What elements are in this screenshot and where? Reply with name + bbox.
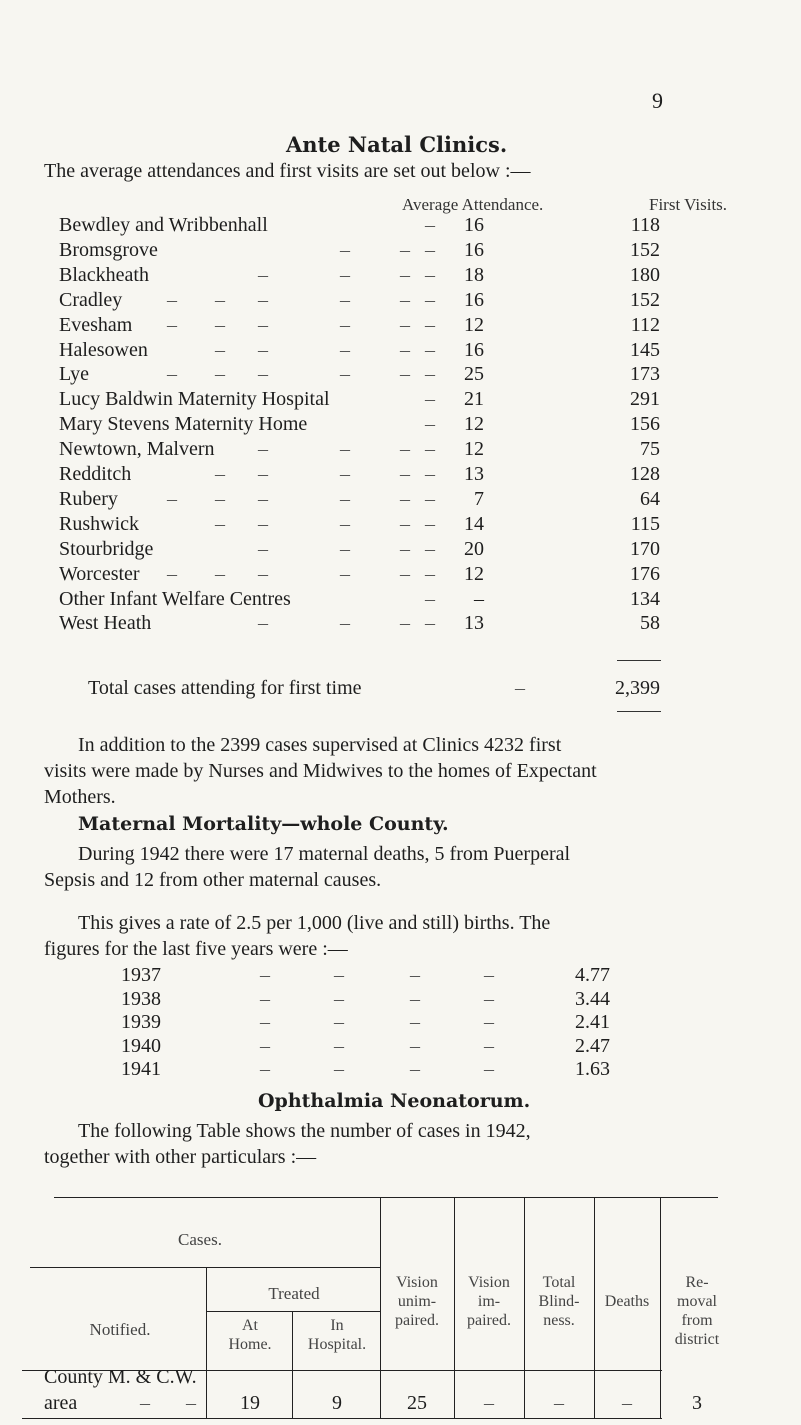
mortality-year-row bbox=[0, 1035, 801, 1059]
ophthalmia-para-line2: together with other particulars :— bbox=[44, 1146, 317, 1168]
leader-dash: – bbox=[410, 988, 420, 1010]
leader-dash: – bbox=[425, 612, 435, 634]
mortality-rate: 3.44 bbox=[575, 988, 610, 1010]
leader-dash: – bbox=[258, 264, 268, 286]
first-visits: 112 bbox=[630, 314, 660, 336]
clinic-row bbox=[0, 438, 801, 464]
leader-dash: – bbox=[425, 289, 435, 311]
leader-dash: – bbox=[258, 339, 268, 361]
table-vline-treated bbox=[206, 1267, 207, 1418]
ophthalmia-para-line1: The following Table shows the number of cases in 1942, bbox=[78, 1120, 531, 1142]
average-attendance: 12 bbox=[464, 438, 484, 460]
clinic-row bbox=[0, 363, 801, 389]
clinic-row bbox=[0, 463, 801, 489]
average-attendance: 13 bbox=[464, 463, 484, 485]
intro-text: The average attendances and first visits are set out below :— bbox=[44, 160, 531, 182]
clinic-row bbox=[0, 264, 801, 290]
first-visits: 152 bbox=[630, 289, 660, 311]
leader-dash: – bbox=[334, 1035, 344, 1057]
average-attendance: 12 bbox=[464, 413, 484, 435]
first-visits: 156 bbox=[630, 413, 660, 435]
table-top-border bbox=[54, 1197, 718, 1198]
cell-at-home: 9 bbox=[332, 1392, 342, 1414]
leader-dash: – bbox=[334, 1011, 344, 1033]
mortality-para1-line2: Sepsis and 12 from other maternal causes. bbox=[44, 869, 382, 891]
leader-dash: – bbox=[260, 964, 270, 986]
table-header-vision-impaired: Vision im- paired. bbox=[467, 1274, 511, 1329]
table-row-label-dash2: – bbox=[186, 1392, 196, 1414]
leader-dash: – bbox=[400, 264, 410, 286]
leader-dash: – bbox=[400, 314, 410, 336]
table-vline-home-hospital bbox=[292, 1311, 293, 1418]
leader-dash: – bbox=[425, 214, 435, 236]
leader-dash: – bbox=[215, 339, 225, 361]
clinic-name: Worcester bbox=[59, 563, 140, 585]
leader-dash: – bbox=[340, 563, 350, 585]
leader-dash: – bbox=[167, 563, 177, 585]
average-attendance: 16 bbox=[464, 214, 484, 236]
mortality-para2-line1: This gives a rate of 2.5 per 1,000 (live and still) births. The bbox=[78, 912, 551, 934]
leader-dash: – bbox=[215, 289, 225, 311]
leader-dash: – bbox=[167, 488, 177, 510]
leader-dash: – bbox=[400, 488, 410, 510]
clinic-name: Rubery bbox=[59, 488, 118, 510]
year: 1937 bbox=[121, 964, 161, 986]
leader-dash: – bbox=[484, 964, 494, 986]
clinic-row bbox=[0, 413, 801, 439]
section-title-ophthalmia: Ophthalmia Neonatorum. bbox=[258, 1090, 531, 1112]
leader-dash: – bbox=[167, 314, 177, 336]
mortality-rate: 2.47 bbox=[575, 1035, 610, 1057]
leader-dash: – bbox=[334, 964, 344, 986]
leader-dash: – bbox=[484, 1058, 494, 1080]
clinic-name: Halesowen bbox=[59, 339, 148, 361]
addition-line-3: Mothers. bbox=[44, 786, 116, 808]
clinic-row bbox=[0, 538, 801, 564]
leader-dash: – bbox=[215, 463, 225, 485]
average-attendance: 16 bbox=[464, 239, 484, 261]
leader-dash: – bbox=[340, 339, 350, 361]
average-attendance: 7 bbox=[474, 488, 484, 510]
cell-total-blindness: – bbox=[622, 1392, 632, 1414]
leader-dash: – bbox=[258, 538, 268, 560]
leader-dash: – bbox=[260, 1035, 270, 1057]
clinic-name: Lye bbox=[59, 363, 89, 385]
leader-dash: – bbox=[425, 339, 435, 361]
table-header-vision-unimpaired: Vision unim- paired. bbox=[395, 1274, 439, 1329]
cell-in-hospital: 25 bbox=[407, 1392, 427, 1414]
leader-dash: – bbox=[215, 314, 225, 336]
page-number: 9 bbox=[652, 88, 663, 113]
clinic-name: Bromsgrove bbox=[59, 239, 158, 261]
clinic-row bbox=[0, 588, 801, 614]
leader-dash: – bbox=[340, 289, 350, 311]
first-visits: 128 bbox=[630, 463, 660, 485]
leader-dash: – bbox=[400, 513, 410, 535]
first-visits: 180 bbox=[630, 264, 660, 286]
leader-dash: – bbox=[400, 463, 410, 485]
first-visits: 115 bbox=[630, 513, 660, 535]
leader-dash: – bbox=[334, 1058, 344, 1080]
leader-dash: – bbox=[425, 388, 435, 410]
leader-dash: – bbox=[260, 988, 270, 1010]
clinic-row bbox=[0, 339, 801, 365]
total-dash: – bbox=[515, 677, 525, 699]
year: 1939 bbox=[121, 1011, 161, 1033]
leader-dash: – bbox=[410, 1011, 420, 1033]
first-visits: 170 bbox=[630, 538, 660, 560]
leader-dash: – bbox=[410, 964, 420, 986]
leader-dash: – bbox=[340, 538, 350, 560]
leader-dash: – bbox=[425, 463, 435, 485]
leader-dash: – bbox=[425, 513, 435, 535]
mortality-para1-line1: During 1942 there were 17 maternal deaths, 5 from Puerperal bbox=[78, 843, 571, 865]
clinic-name: Blackheath bbox=[59, 264, 149, 286]
cell-deaths: 3 bbox=[692, 1392, 702, 1414]
leader-dash: – bbox=[400, 538, 410, 560]
clinic-name: Lucy Baldwin Maternity Hospital bbox=[59, 388, 330, 410]
clinic-name: Evesham bbox=[59, 314, 133, 336]
leader-dash: – bbox=[400, 438, 410, 460]
average-attendance: – bbox=[474, 588, 484, 610]
mortality-para2-line2: figures for the last five years were :— bbox=[44, 938, 348, 960]
clinic-row bbox=[0, 513, 801, 539]
leader-dash: – bbox=[340, 463, 350, 485]
leader-dash: – bbox=[425, 314, 435, 336]
first-visits: 134 bbox=[630, 588, 660, 610]
leader-dash: – bbox=[400, 363, 410, 385]
table-vline-5 bbox=[660, 1197, 661, 1418]
total-rule-top bbox=[617, 660, 661, 661]
leader-dash: – bbox=[258, 289, 268, 311]
leader-dash: – bbox=[425, 538, 435, 560]
average-attendance: 16 bbox=[464, 339, 484, 361]
leader-dash: – bbox=[400, 239, 410, 261]
mortality-rate: 2.41 bbox=[575, 1011, 610, 1033]
leader-dash: – bbox=[215, 513, 225, 535]
table-cases-divider bbox=[30, 1267, 380, 1268]
mortality-year-row bbox=[0, 1011, 801, 1035]
table-header-in-hospital: In Hospital. bbox=[307, 1317, 367, 1353]
leader-dash: – bbox=[410, 1035, 420, 1057]
clinic-name: Redditch bbox=[59, 463, 132, 485]
clinic-name: Cradley bbox=[59, 289, 123, 311]
addition-line-1: In addition to the 2399 cases supervised at Clinics 4232 first bbox=[78, 734, 562, 756]
cell-vision-impaired: – bbox=[554, 1392, 564, 1414]
mortality-year-row bbox=[0, 964, 801, 988]
table-row-label-dash1: – bbox=[140, 1392, 150, 1414]
leader-dash: – bbox=[258, 513, 268, 535]
leader-dash: – bbox=[425, 413, 435, 435]
leader-dash: – bbox=[340, 363, 350, 385]
leader-dash: – bbox=[215, 488, 225, 510]
leader-dash: – bbox=[400, 563, 410, 585]
average-attendance: 21 bbox=[464, 388, 484, 410]
leader-dash: – bbox=[484, 1035, 494, 1057]
leader-dash: – bbox=[258, 563, 268, 585]
leader-dash: – bbox=[484, 988, 494, 1010]
first-visits: 173 bbox=[630, 363, 660, 385]
average-attendance: 12 bbox=[464, 314, 484, 336]
leader-dash: – bbox=[484, 1011, 494, 1033]
average-attendance: 20 bbox=[464, 538, 484, 560]
clinic-row bbox=[0, 488, 801, 514]
clinic-row bbox=[0, 563, 801, 589]
section-title-ante-natal: Ante Natal Clinics. bbox=[286, 132, 508, 157]
clinic-name: Other Infant Welfare Centres bbox=[59, 588, 291, 610]
leader-dash: – bbox=[260, 1058, 270, 1080]
table-header-deaths: Deaths bbox=[604, 1293, 650, 1310]
average-attendance: 12 bbox=[464, 563, 484, 585]
table-row-label-line2: area bbox=[44, 1392, 78, 1414]
leader-dash: – bbox=[334, 988, 344, 1010]
table-header-removal: Re- moval from district bbox=[674, 1274, 720, 1348]
average-attendance: 18 bbox=[464, 264, 484, 286]
first-visits: 152 bbox=[630, 239, 660, 261]
leader-dash: – bbox=[340, 612, 350, 634]
first-visits: 176 bbox=[630, 563, 660, 585]
first-visits: 64 bbox=[640, 488, 660, 510]
table-header-treated: Treated bbox=[268, 1284, 320, 1303]
table-header-at-home: At Home. bbox=[228, 1317, 272, 1353]
mortality-year-row bbox=[0, 988, 801, 1012]
cell-notified: 19 bbox=[240, 1392, 260, 1414]
leader-dash: – bbox=[410, 1058, 420, 1080]
clinic-name: Newtown, Malvern bbox=[59, 438, 215, 460]
first-visits: 118 bbox=[630, 214, 660, 236]
leader-dash: – bbox=[340, 264, 350, 286]
clinic-name: Stourbridge bbox=[59, 538, 154, 560]
leader-dash: – bbox=[258, 488, 268, 510]
average-attendance: 25 bbox=[464, 363, 484, 385]
average-attendance: 13 bbox=[464, 612, 484, 634]
first-visits: 145 bbox=[630, 339, 660, 361]
col-header-average: Average Attendance. bbox=[402, 195, 544, 214]
leader-dash: – bbox=[340, 239, 350, 261]
leader-dash: – bbox=[425, 588, 435, 610]
clinic-name: West Heath bbox=[59, 612, 152, 634]
table-row-label-line1: County M. & C.W. bbox=[44, 1366, 197, 1388]
first-visits: 58 bbox=[640, 612, 660, 634]
leader-dash: – bbox=[425, 363, 435, 385]
mortality-rate: 1.63 bbox=[575, 1058, 610, 1080]
clinic-name: Rushwick bbox=[59, 513, 139, 535]
leader-dash: – bbox=[167, 363, 177, 385]
average-attendance: 16 bbox=[464, 289, 484, 311]
year: 1938 bbox=[121, 988, 161, 1010]
total-label: Total cases attending for first time bbox=[88, 677, 362, 699]
leader-dash: – bbox=[340, 513, 350, 535]
leader-dash: – bbox=[425, 264, 435, 286]
leader-dash: – bbox=[400, 612, 410, 634]
first-visits: 75 bbox=[640, 438, 660, 460]
clinic-row bbox=[0, 289, 801, 315]
leader-dash: – bbox=[400, 289, 410, 311]
table-header-notified: Notified. bbox=[89, 1320, 151, 1339]
mortality-year-row bbox=[0, 1058, 801, 1082]
table-header-total-blindness: Total Blind- ness. bbox=[538, 1274, 580, 1329]
leader-dash: – bbox=[260, 1011, 270, 1033]
leader-dash: – bbox=[258, 363, 268, 385]
year: 1941 bbox=[121, 1058, 161, 1080]
clinic-name: Bewdley and Wribbenhall bbox=[59, 214, 268, 236]
leader-dash: – bbox=[400, 339, 410, 361]
clinic-row bbox=[0, 388, 801, 414]
leader-dash: – bbox=[425, 239, 435, 261]
total-rule-bottom bbox=[617, 711, 661, 712]
clinic-row bbox=[0, 239, 801, 265]
leader-dash: – bbox=[340, 438, 350, 460]
leader-dash: – bbox=[258, 612, 268, 634]
cell-vision-unimpaired: – bbox=[484, 1392, 494, 1414]
table-treated-divider bbox=[206, 1311, 380, 1312]
leader-dash: – bbox=[258, 463, 268, 485]
first-visits: 291 bbox=[630, 388, 660, 410]
table-bottom-border bbox=[22, 1418, 662, 1419]
leader-dash: – bbox=[425, 563, 435, 585]
year: 1940 bbox=[121, 1035, 161, 1057]
total-value: 2,399 bbox=[615, 677, 660, 699]
average-attendance: 14 bbox=[464, 513, 484, 535]
leader-dash: – bbox=[258, 438, 268, 460]
leader-dash: – bbox=[340, 488, 350, 510]
leader-dash: – bbox=[340, 314, 350, 336]
leader-dash: – bbox=[258, 314, 268, 336]
leader-dash: – bbox=[215, 563, 225, 585]
mortality-rate: 4.77 bbox=[575, 964, 610, 986]
section-title-maternal-mortality: Maternal Mortality—whole County. bbox=[78, 813, 449, 835]
clinic-row bbox=[0, 612, 801, 638]
clinic-row bbox=[0, 214, 801, 240]
addition-line-2: visits were made by Nurses and Midwives to the homes of Expectant bbox=[44, 760, 597, 782]
clinic-name: Mary Stevens Maternity Home bbox=[59, 413, 308, 435]
col-header-first-visits: First Visits. bbox=[649, 195, 728, 214]
clinic-row bbox=[0, 314, 801, 340]
leader-dash: – bbox=[167, 289, 177, 311]
leader-dash: – bbox=[425, 438, 435, 460]
table-header-cases: Cases. bbox=[178, 1230, 222, 1249]
leader-dash: – bbox=[425, 488, 435, 510]
leader-dash: – bbox=[215, 363, 225, 385]
